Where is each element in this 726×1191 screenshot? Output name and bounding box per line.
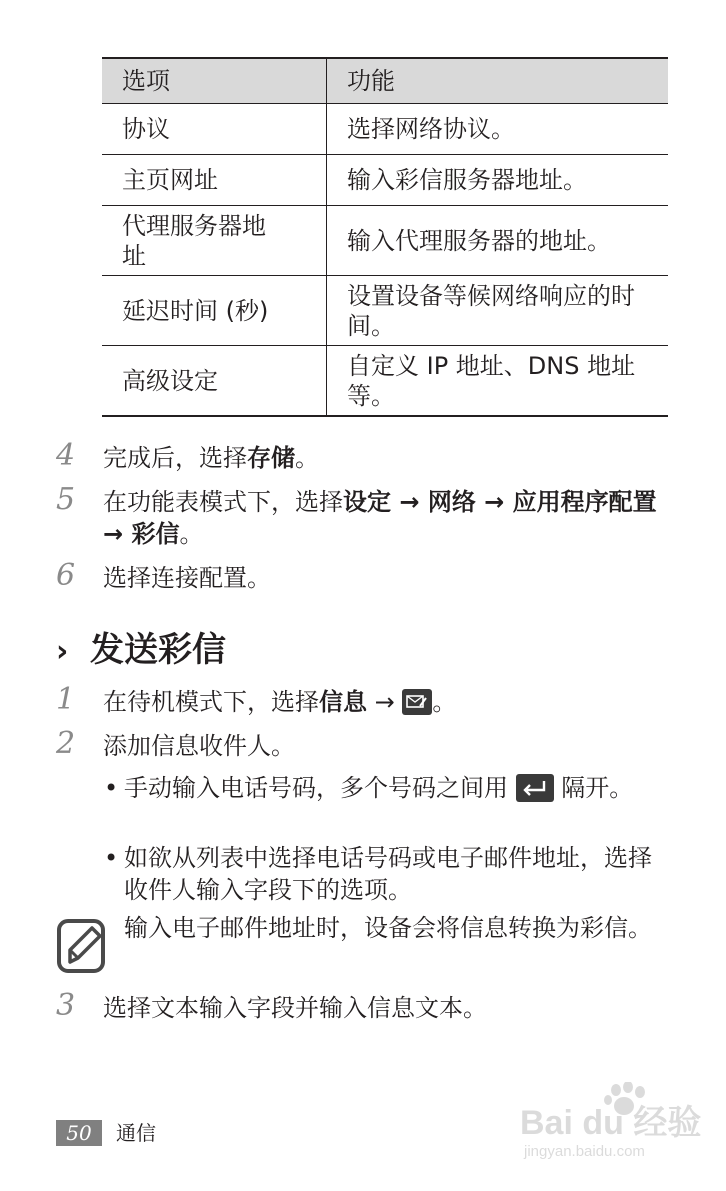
option-cell: 协议 [102,104,327,155]
step-text-plain: 在待机模式下，选择 [103,688,319,716]
baidu-jingyan-watermark [520,1082,710,1162]
step-1 [56,682,666,718]
option-cell: 主页网址 [102,155,327,206]
step-text: 添加信息收件人。 [103,732,295,760]
section-title: 发送彩信 [90,630,226,670]
function-cell: 输入代理服务器的地址。 [327,206,669,276]
step-number: 4 [56,438,76,473]
step-text-end: 。 [432,688,457,716]
table-header-row [102,58,668,104]
step-6 [56,558,666,594]
enter-key-icon [516,774,554,802]
column-header-option: 选项 [102,58,327,104]
bullet-text [124,772,664,804]
step-text-end: 。 [295,444,319,472]
step-number: 3 [56,988,76,1023]
options-table [102,57,668,417]
step-4 [56,438,666,474]
step-2 [56,726,666,762]
bullet-text: 如欲从列表中选择电话号码或电子邮件地址，选择收件人输入字段下的选项。 [124,844,652,904]
store-command: 存储 [247,444,295,472]
bullet-dot: • [104,774,119,802]
step-number: 2 [56,726,76,761]
table-row [102,104,668,155]
step-text-end: 。 [179,520,204,548]
function-cell: 设置设备等候网络响应的时间。 [327,276,669,346]
arrow: → [374,688,395,716]
step-5 [56,482,666,550]
watermark-url: jingyan.baidu.com [524,1143,645,1160]
section-heading [56,626,226,676]
bullet-text-plain: 手动输入电话号码，多个号码之间用 [124,774,508,802]
bullet-select-from-list [104,842,664,906]
step-text-plain: 完成后，选择 [103,444,247,472]
option-cell: 代理服务器地址 [102,206,327,276]
note [56,912,656,944]
menu-path: 设定 → 网络 → 应用程序配置 → 彩信 [103,488,657,548]
page-number: 50 [56,1120,102,1146]
column-header-function: 功能 [327,58,669,104]
step-number: 1 [56,682,76,717]
step-number: 5 [56,482,76,517]
chevron-right-icon: › [56,634,69,669]
messages-command: 信息 [319,688,367,716]
step-text: 选择连接配置。 [103,564,271,592]
page-footer [56,1120,156,1148]
step-number: 6 [56,558,76,593]
step-text [103,442,666,474]
step-text [103,686,666,718]
step-text [103,486,663,550]
option-cell: 高级设定 [102,346,327,417]
bullet-manual-entry [104,772,664,804]
message-compose-icon [402,689,432,715]
step-text-plain: 在功能表模式下，选择 [103,488,343,516]
table-row [102,155,668,206]
function-cell: 输入彩信服务器地址。 [327,155,669,206]
function-cell: 选择网络协议。 [327,104,669,155]
step-3 [56,988,666,1024]
table-row [102,346,668,417]
function-cell: 自定义 IP 地址、DNS 地址等。 [327,346,669,417]
bullet-dot: • [104,844,119,872]
footer-section-name: 通信 [116,1121,156,1145]
note-pencil-icon [56,918,110,982]
bullet-text-end: 隔开。 [561,774,634,802]
step-text: 选择文本输入字段并输入信息文本。 [103,994,487,1022]
table-row [102,206,668,276]
note-text: 输入电子邮件地址时，设备会将信息转换为彩信。 [124,914,652,942]
table-row [102,276,668,346]
watermark-brand: Bai du 经验 [520,1104,702,1142]
option-cell: 延迟时间 (秒) [102,276,327,346]
